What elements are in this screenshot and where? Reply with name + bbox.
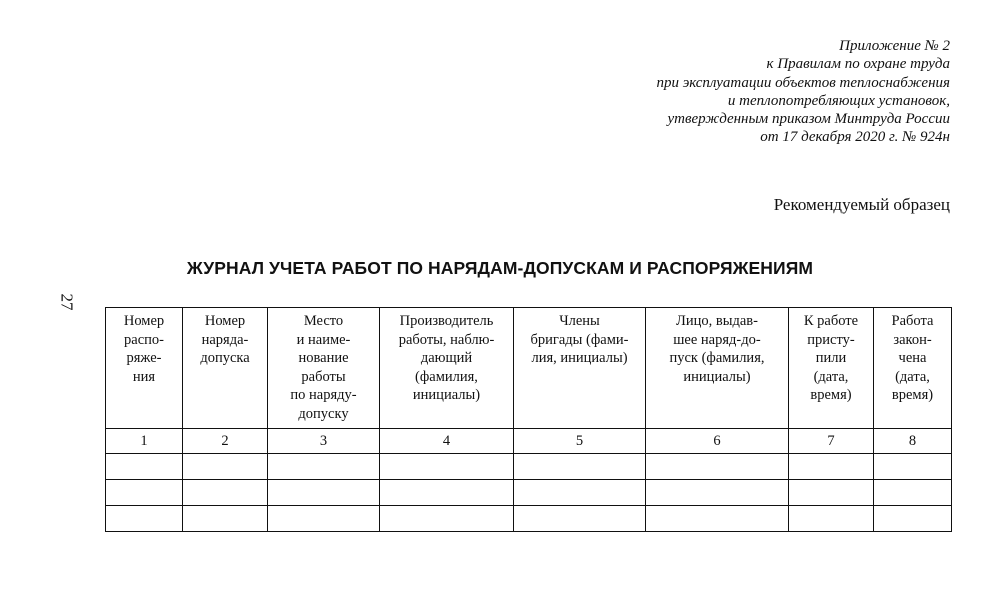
column-number: 6 — [646, 429, 789, 454]
empty-cell — [789, 454, 874, 480]
column-header: К работе присту- пили (дата, время) — [789, 308, 874, 429]
recommended-sample-label: Рекомендуемый образец — [773, 195, 950, 214]
journal-table — [105, 307, 952, 532]
column-number: 4 — [380, 429, 514, 454]
empty-table-row — [106, 480, 952, 506]
empty-table-row — [106, 506, 952, 532]
empty-cell — [874, 480, 952, 506]
empty-table-row — [106, 454, 952, 480]
column-header: Номер распо- ряже- ния — [106, 308, 183, 429]
header-row — [106, 308, 952, 429]
column-number: 5 — [514, 429, 646, 454]
appendix-line: утвержденным приказом Минтруда России — [667, 111, 950, 128]
column-header: Члены бригады (фами- лия, инициалы) — [514, 308, 646, 429]
empty-cell — [183, 506, 268, 532]
column-header: Место и наиме- нование работы по наряду- допуску — [268, 308, 380, 429]
appendix-block — [656, 37, 950, 147]
document-title: ЖУРНАЛ УЧЕТА РАБОТ ПО НАРЯДАМ-ДОПУСКАМ И РАСПОРЯЖЕНИЯМ — [186, 258, 814, 278]
column-header: Производитель работы, наблю- дающий (фамилия, инициалы) — [380, 308, 514, 429]
empty-cell — [268, 480, 380, 506]
empty-cell — [183, 454, 268, 480]
empty-cell — [106, 506, 183, 532]
column-header: Лицо, выдав- шее наряд-до- пуск (фамилия, инициалы) — [646, 308, 789, 429]
column-number-row — [106, 429, 952, 454]
empty-cell — [514, 506, 646, 532]
appendix-line: при эксплуатации объектов теплоснабжения — [656, 74, 950, 91]
appendix-line: Приложение № 2 — [839, 38, 950, 54]
empty-cell — [183, 480, 268, 506]
empty-cell — [106, 480, 183, 506]
page-number: 27 — [57, 293, 77, 311]
column-header: Номер наряда- допуска — [183, 308, 268, 429]
column-number: 1 — [106, 429, 183, 454]
column-number: 3 — [268, 429, 380, 454]
empty-cell — [106, 454, 183, 480]
empty-cell — [380, 480, 514, 506]
empty-cell — [646, 480, 789, 506]
empty-cell — [268, 506, 380, 532]
empty-cell — [646, 506, 789, 532]
empty-cell — [514, 454, 646, 480]
column-number: 8 — [874, 429, 952, 454]
appendix-line: к Правилам по охране труда — [766, 56, 950, 73]
empty-cell — [514, 480, 646, 506]
column-header: Работа закон- чена (дата, время) — [874, 308, 952, 429]
empty-cell — [268, 454, 380, 480]
column-number: 7 — [789, 429, 874, 454]
empty-cell — [874, 454, 952, 480]
appendix-line: от 17 декабря 2020 г. № 924н — [760, 129, 950, 146]
empty-cell — [380, 506, 514, 532]
empty-cell — [646, 454, 789, 480]
empty-cell — [874, 506, 952, 532]
empty-cell — [380, 454, 514, 480]
column-number: 2 — [183, 429, 268, 454]
appendix-line: и теплопотребляющих установок, — [727, 92, 950, 109]
empty-cell — [789, 506, 874, 532]
empty-cell — [789, 480, 874, 506]
